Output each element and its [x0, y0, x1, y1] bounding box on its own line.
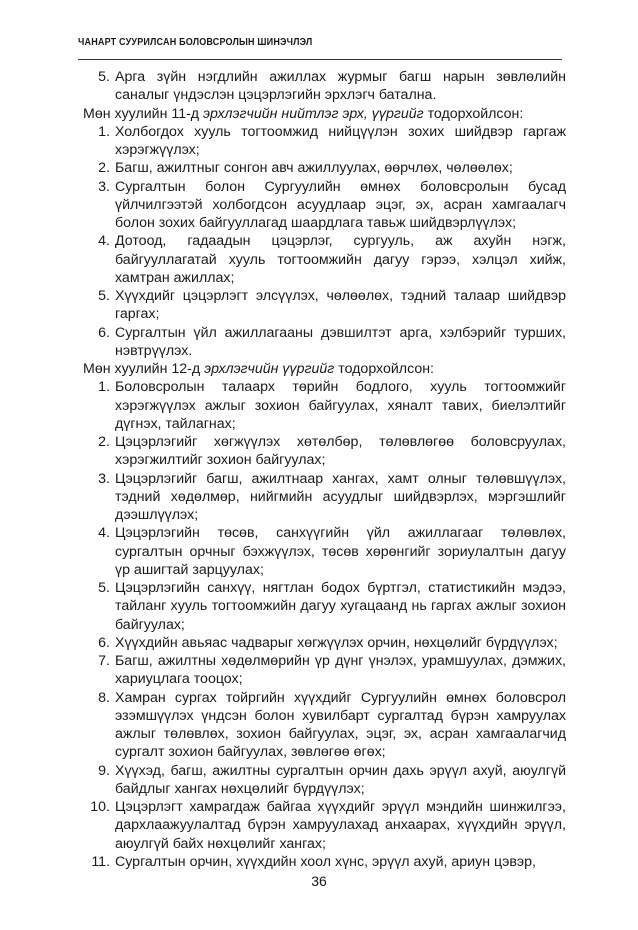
list-item-text: Дотоод, гадаадын цэцэрлэг, сургууль, аж ахуйн нэгж, байгууллагатай хууль тогтоомжийн дагуу гэрээ, хэлцэл хийж, хамтран ажиллах; — [115, 233, 566, 286]
list-item — [82, 652, 566, 689]
list-item-text: Хүүхдийн авьяас чадварыг хөгжүүлэх орчин, нөхцөлийг бүрдүүлэх; — [115, 634, 558, 651]
list-item — [82, 470, 566, 525]
list-item — [82, 689, 566, 762]
list-item — [82, 178, 566, 233]
section-11-list — [82, 123, 566, 360]
page-body — [82, 68, 566, 871]
list-item-text: Хамран сургах тойргийн хүүхдийг Сургуулийн өмнөх боловсрол эзэмшүүлэх үндсэн болон хувилбарт сургалтад бүрэн хамруулах ажлыг төлөвлөх, зохион байгуулах, эцэг, эх, асран хамгаалагчид сургалт зохион байгуулах, зөвлөгөө өгөх; — [115, 689, 566, 761]
list-item-text: Сургалтын болон Сургуулийн өмнөх боловсролын бусад үйлчилгээтэй холбогдсон асуудлаар эцэг, эх, асран хамгаалагч болон зохих байгууллагад шаардлага тавьж шийдвэрлүүлэх; — [115, 178, 566, 231]
list-item-number: 2. — [98, 434, 110, 450]
list-item-text: Багш, ажилтны хөдөлмөрийн үр дүнг үнэлэх, урамшуулах, дэмжих, хариуцлага тооцох; — [115, 653, 566, 688]
list-item-number: 7. — [98, 653, 110, 669]
section-12-intro-emphasis: эрхлэгчийн үүргийг — [204, 361, 335, 377]
list-item-text: Багш, ажилтныг сонгон авч ажиллуулах, өөрчлөх, чөлөөлөх; — [115, 160, 513, 177]
section-11-intro-prefix: Мөн хуулийн 11-д — [83, 105, 204, 122]
list-item — [82, 853, 566, 871]
list-item-number: 9. — [98, 762, 110, 779]
list-item-text: Холбогдох хууль тогтоомжид нийцүүлэн зохих шийдвэр гаргаж хэрэгжүүлэх; — [115, 123, 566, 158]
list-item-number: 1. — [98, 123, 110, 140]
list-item-number: 8. — [98, 689, 110, 706]
list-item-number: 4. — [98, 233, 110, 250]
list-item-number: 3. — [98, 470, 110, 487]
list-item-text: Цэцэрлэгийг багш, ажилтнаар хангах, хамт олныг төлөвшүүлэх, тэдний хөдөлмөр, нийгмийн асуудлыг шийдвэрлэх, мэргэшлийг дээшлүүлэх; — [115, 470, 566, 523]
list-item-number: 6. — [98, 634, 110, 651]
section-12-intro-prefix: Мөн хуулийн 12-д — [83, 361, 205, 377]
list-item — [82, 287, 566, 324]
list-item — [82, 324, 566, 361]
running-header: ЧАНАРТ СУУРИЛСАН БОЛОВСРОЛЫН ШИНЭЧЛЭЛ — [78, 36, 313, 48]
list-item-number: 2. — [98, 160, 110, 177]
list-item — [82, 433, 566, 470]
list-item-number: 5. — [98, 69, 110, 85]
section-11-intro — [82, 105, 566, 123]
list-item — [82, 232, 566, 287]
section-11-intro-emphasis: эрхлэгчийн нийтлэг эрх, үүргийг — [203, 105, 424, 122]
list-item-number: 6. — [98, 324, 110, 341]
list-item — [82, 123, 566, 160]
list-item-text: Арга зүйн нэгдлийн ажиллах журмыг багш нарын зөвлөлийн саналыг үндэслэн цэцэрлэгийн эрхлэгч батална. — [115, 69, 566, 104]
list-item-text: Цэцэрлэгийн санхүү, нягтлан бодох бүртгэл, статистикийн мэдээ, тайланг хууль тогтоомжийн дагуу хугацаанд нь гаргах ажлыг зохион байгуулах; — [115, 580, 566, 633]
list-item — [82, 524, 566, 579]
continued-list — [82, 68, 566, 105]
list-item-number: 10. — [90, 799, 110, 815]
list-item — [82, 68, 566, 105]
list-item-text: Хүүхдийг цэцэрлэгт элсүүлэх, чөлөөлөх, тэдний талаар шийдвэр гаргах; — [115, 288, 566, 323]
list-item-text: Боловсролын талаарх төрийн бодлого, хууль тогтоомжийг хэрэгжүүлэх ажлыг зохион байгуулах, хяналт тавих, биелэлтийг дүгнэх, тайлагнах; — [115, 379, 566, 432]
list-item — [82, 762, 566, 799]
list-item — [82, 159, 566, 177]
list-item-text: Сургалтын үйл ажиллагааны дэвшилтэт арга, хэлбэрийг турших, нэвтрүүлэх. — [115, 324, 566, 359]
list-item-number: 11. — [91, 853, 110, 870]
list-item-text: Сургалтын орчин, хүүхдийн хоол хүнс, эрүүл ахуй, ариун цэвэр, — [115, 853, 536, 870]
list-item — [82, 378, 566, 433]
list-item-number: 5. — [98, 288, 110, 304]
header-divider — [78, 59, 562, 60]
list-item-text: Цэцэрлэгийн төсөв, санхүүгийн үйл ажиллагааг төлөвлөх, сургалтын орчныг бэхжүүлэх, төсөв хөрөнгийг зориулалтын дагуу үр ашигтай зарцуулах; — [115, 525, 566, 578]
list-item-text: Цэцэрлэгийг хөгжүүлэх хөтөлбөр, төлөвлөгөө боловсруулах, хэрэгжилтийг зохион байгуулах; — [115, 434, 566, 469]
list-item-number: 5. — [98, 580, 110, 596]
list-item-text: Цэцэрлэгт хамрагдаж байгаа хүүхдийг эрүүл мэндийн шинжилгээ, дархлаажуулалтад бүрэн хамруулахад анхаарах, хүүхдийн эрүүл, аюулгүй байх нөхцөлийг хангах; — [115, 799, 566, 852]
page-number: 36 — [311, 873, 327, 889]
list-item-text: Хүүхэд, багш, ажилтны сургалтын орчин дахь эрүүл ахуй, аюулгүй байдлыг хангах нөхцөлийг бүрдүүлэх; — [115, 762, 566, 797]
list-item-number: 1. — [98, 379, 110, 396]
list-item — [82, 579, 566, 634]
list-item — [82, 798, 566, 853]
list-item-number: 3. — [98, 178, 110, 195]
list-item-number: 4. — [98, 525, 110, 542]
section-12-intro — [82, 360, 566, 378]
section-12-intro-suffix: тодорхойлсон: — [334, 361, 435, 377]
list-item — [82, 634, 566, 652]
section-12-list — [82, 378, 566, 871]
section-11-intro-suffix: тодорхойлсон: — [423, 105, 524, 122]
